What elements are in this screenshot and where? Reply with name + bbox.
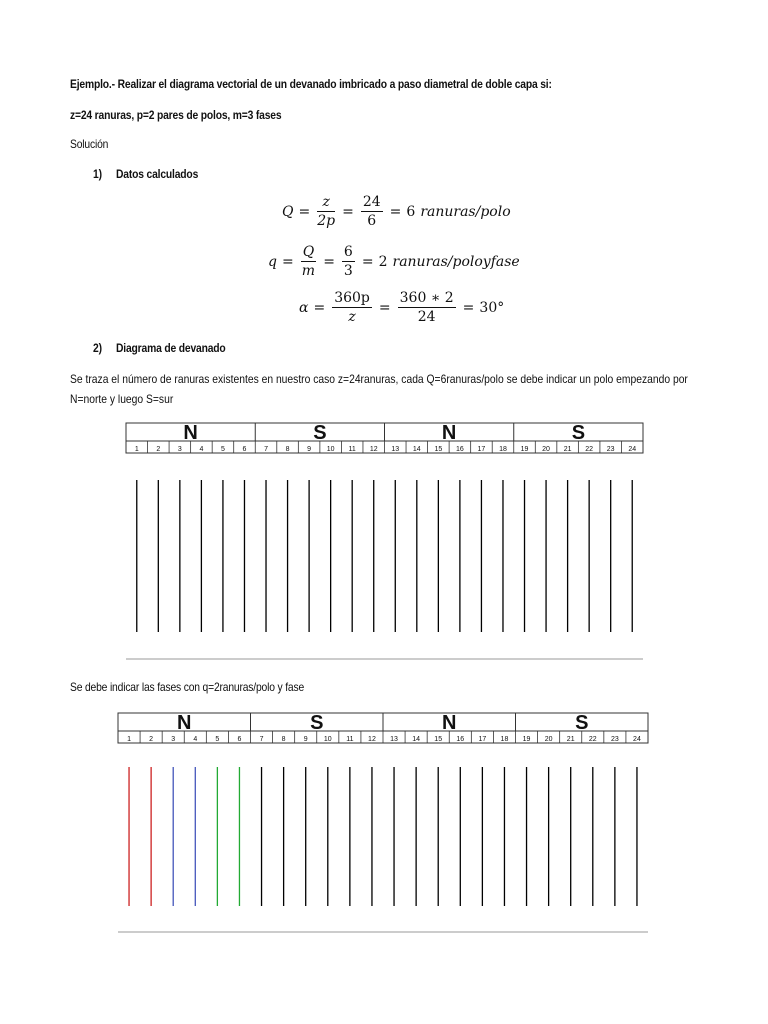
equation-alpha: α = $\frac{360p}{z}$ = $\frac{360 ∗ 2}{24}$ = 30°	[299, 290, 505, 325]
pole-label: N	[183, 422, 198, 444]
slot-number: 21	[563, 446, 572, 453]
slot-number: 5	[215, 736, 220, 743]
eq-Q-unit: ranuras/polo	[420, 203, 511, 220]
eq-Q-lhs: Q	[282, 203, 294, 220]
section2-number: 2)	[93, 341, 102, 355]
slot-number: 23	[610, 736, 619, 743]
slot-number: 14	[412, 446, 421, 453]
eq-q-unit: ranuras/poloyfase	[392, 253, 520, 270]
slot-number: 1	[134, 446, 139, 453]
pole-label: N	[441, 422, 457, 444]
slot-number: 16	[456, 736, 465, 743]
slot-number: 4	[199, 446, 204, 453]
eq-Q-fraction-2: $\frac{24}{6}$	[362, 194, 381, 229]
slot-number: 4	[193, 736, 198, 743]
slot-number: 17	[478, 736, 487, 743]
slot-number: 24	[633, 736, 641, 743]
slot-number: 18	[499, 446, 507, 453]
slot-number: 6	[237, 736, 242, 743]
slot-number: 6	[242, 446, 247, 453]
pole-label: S	[571, 422, 586, 444]
slot-number: 7	[259, 736, 264, 743]
slot-number: 7	[264, 446, 268, 453]
slot-number: 19	[520, 446, 529, 453]
slot-number: 22	[588, 736, 597, 743]
slot-number: 2	[156, 446, 161, 453]
eq-q-lhs: q	[268, 253, 277, 270]
slot-number: 15	[434, 736, 443, 743]
winding-diagram-phases	[118, 712, 648, 932]
slot-number: 13	[390, 736, 398, 743]
slot-number: 9	[303, 736, 308, 743]
slot-number: 23	[606, 446, 615, 453]
section1-title: Datos calculados	[116, 167, 199, 181]
slot-number: 16	[455, 446, 464, 453]
slot-number: 18	[500, 736, 509, 743]
eq-Q-fraction-1: $\frac{z}{2p}$	[317, 194, 336, 229]
equation-Q: Q = $\frac{z}{2p}$ = $\frac{24}{6}$ = 6 ranuras/polo	[282, 194, 511, 229]
slot-number: 11	[346, 736, 354, 743]
slot-number: 3	[171, 736, 176, 743]
equation-q: q = $\frac{Q}{m}$ = $\frac{6}{3}$ = 2 ranuras/poloyfase	[268, 244, 520, 279]
eq-q-result: 2	[378, 253, 388, 270]
slot-number: 20	[544, 736, 553, 743]
slot-number: 9	[307, 446, 312, 453]
slot-number: 12	[368, 736, 376, 743]
pole-label: S	[313, 422, 327, 444]
slot-number: 20	[542, 446, 550, 453]
slot-number: 11	[348, 446, 356, 453]
slot-number: 8	[281, 736, 286, 743]
slot-number: 15	[434, 446, 443, 453]
paragraph-slots: Se traza el número de ranuras existentes en nuestro caso z=24ranuras, cada Q=6ranuras/polo se debe indicar un polo empezando por N=norte y luego S=sur	[70, 372, 688, 406]
eq-q-fraction-1: $\frac{Q}{m}$	[301, 244, 316, 279]
slot-number: 1	[127, 736, 131, 743]
eq-alpha-lhs: α	[299, 299, 309, 316]
pole-label: S	[310, 712, 324, 734]
slot-number: 19	[522, 736, 531, 743]
given-values: z=24 ranuras, p=2 pares de polos, m=3 fases	[70, 108, 282, 122]
eq-alpha-result: 30°	[479, 299, 505, 316]
slot-number: 5	[220, 446, 225, 453]
eq-alpha-fraction-1: $\frac{360p}{z}$	[334, 290, 370, 325]
slot-number: 8	[285, 446, 290, 453]
slot-number: 14	[412, 736, 421, 743]
pole-label: N	[442, 712, 457, 734]
slot-number: 24	[628, 446, 637, 453]
slot-number: 3	[177, 446, 182, 453]
slot-number: 22	[585, 446, 594, 453]
pole-label: N	[177, 712, 192, 734]
section1-number: 1)	[93, 167, 102, 181]
pole-label: S	[575, 712, 589, 734]
eq-alpha-fraction-2: $\frac{360 ∗ 2}{24}$	[399, 290, 454, 325]
section2-title: Diagrama de devanado	[116, 341, 226, 355]
slot-number: 10	[323, 736, 332, 743]
slot-number: 12	[369, 446, 378, 453]
example-title: Ejemplo.- Realizar el diagrama vectorial de un devanado imbricado a paso diametral de doble capa si:	[70, 77, 552, 91]
solution-label: Solución	[70, 137, 109, 151]
eq-Q-result: 6	[406, 203, 416, 220]
paragraph-phases: Se debe indicar las fases con q=2ranuras/polo y fase	[70, 680, 305, 694]
slot-number: 21	[566, 736, 575, 743]
winding-diagram-slots	[126, 422, 643, 659]
eq-q-fraction-2: $\frac{6}{3}$	[343, 244, 353, 279]
slot-number: 13	[391, 446, 400, 453]
slot-number: 2	[149, 736, 154, 743]
slot-number: 17	[477, 446, 486, 453]
slot-number: 10	[326, 446, 335, 453]
